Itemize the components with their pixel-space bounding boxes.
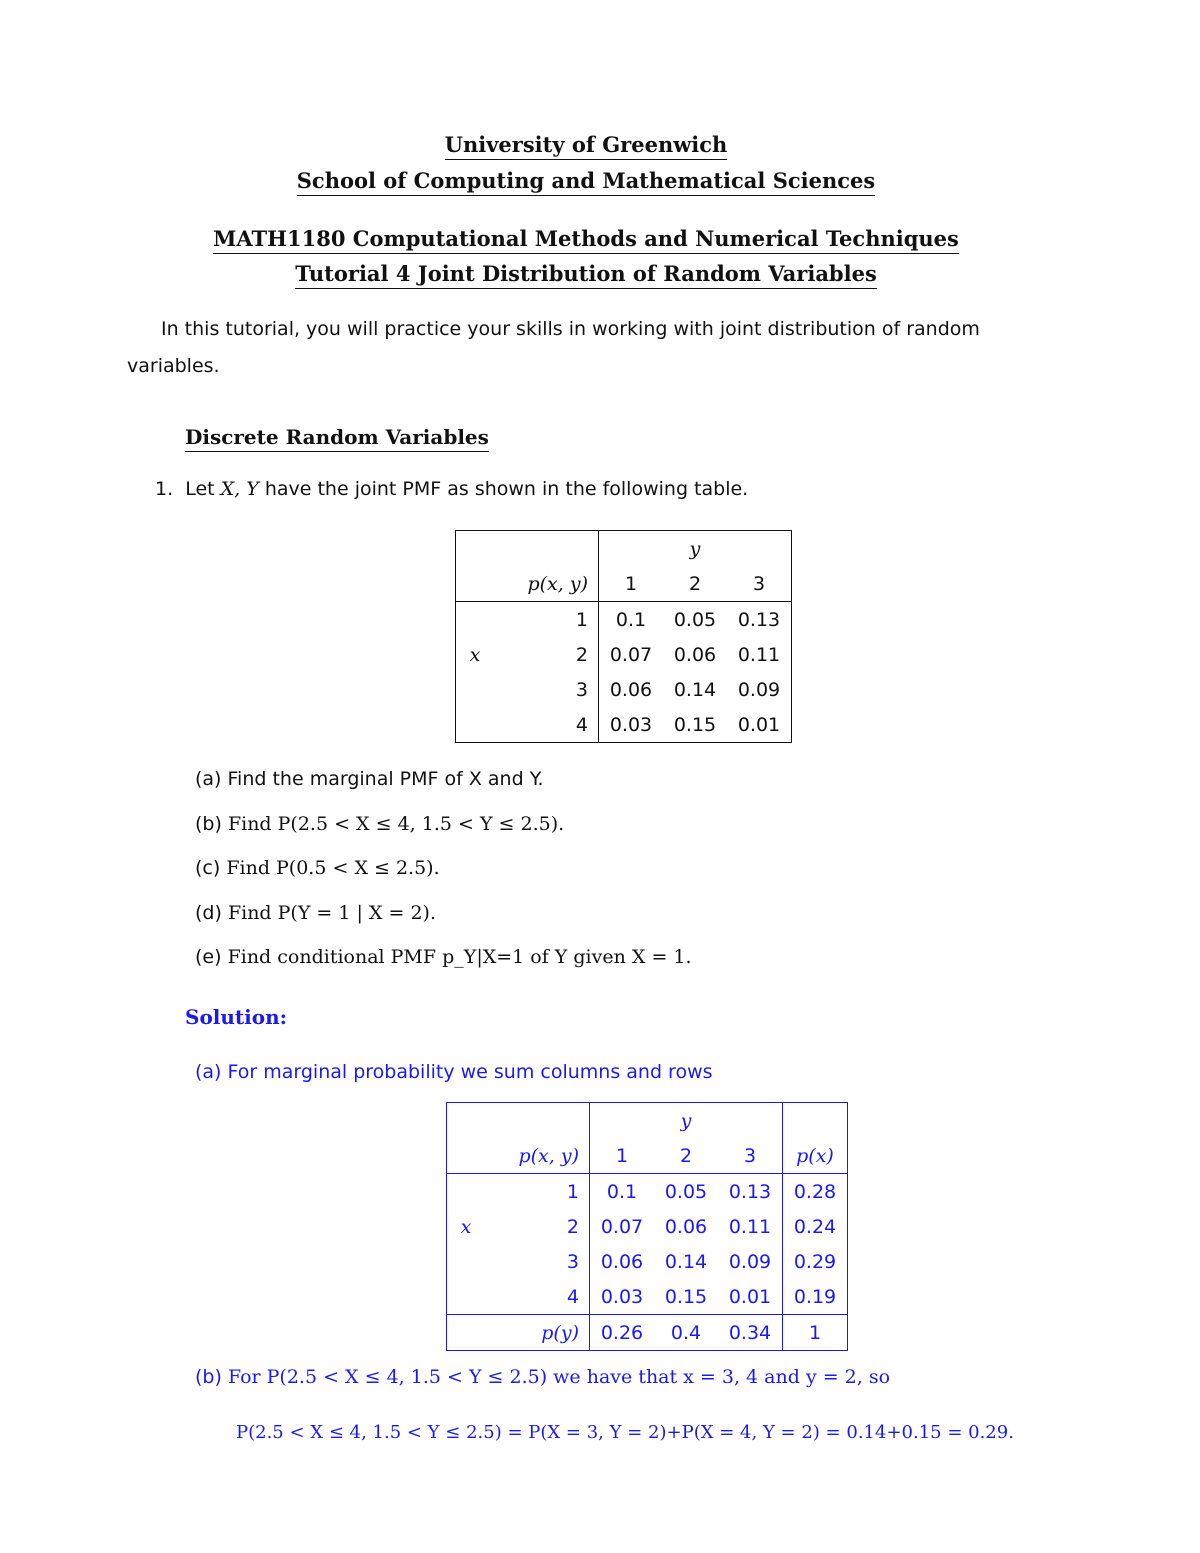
table-cell: 0.13: [737, 608, 781, 631]
solution-b: [195, 1366, 890, 1388]
table-cell: 0.06: [664, 1215, 708, 1238]
intro-line-1: In this tutorial, you will practice your skills in working with joint distribution of random: [161, 318, 980, 340]
question-text-b: have the joint PMF as shown in the following table.: [264, 478, 749, 500]
table-cell: 0.09: [728, 1250, 772, 1273]
joint-pmf-table: [455, 530, 792, 743]
py-label: p(y): [541, 1321, 579, 1344]
table-cell: 0.03: [599, 707, 664, 743]
part-label: (b): [195, 1366, 222, 1388]
question-number: 1.: [155, 478, 174, 500]
intro-line-2: variables.: [127, 355, 220, 377]
y-value: 1: [590, 1138, 655, 1174]
tutorial-title: Tutorial 4 Joint Distribution of Random Variables: [0, 261, 1172, 286]
total-cell: 1: [783, 1315, 848, 1351]
solution-a: [195, 1061, 713, 1083]
part-label: (d): [195, 902, 222, 924]
y-axis-label: y: [689, 537, 701, 560]
table-cell: 0.06: [599, 672, 664, 707]
question-1: [155, 478, 748, 500]
x-value: 2: [566, 1215, 579, 1238]
part-text: Find conditional PMF p_Y|X=1 of Y given X = 1.: [227, 946, 692, 968]
y-value: 2: [654, 1138, 718, 1174]
marginal-x-cell: 0.29: [783, 1244, 848, 1279]
marginal-x-cell: 0.28: [783, 1174, 848, 1210]
university-title: University of Greenwich: [0, 132, 1172, 157]
table-cell: 0.15: [664, 1285, 708, 1308]
x-value: 3: [575, 678, 588, 701]
part-label: (e): [195, 946, 222, 968]
x-value: 4: [494, 707, 599, 743]
school-title: School of Computing and Mathematical Sciences: [0, 168, 1172, 193]
table-cell: 0.09: [737, 678, 781, 701]
y-axis-label: y: [680, 1109, 692, 1132]
part-text: Find P(2.5 < X ≤ 4, 1.5 < Y ≤ 2.5).: [227, 813, 565, 835]
table-cell: 0.01: [728, 1285, 772, 1308]
part-c: [195, 857, 440, 879]
table-cell: 0.03: [590, 1279, 655, 1315]
table-cell: 0.06: [673, 643, 717, 666]
table-cell: 0.05: [664, 1180, 708, 1203]
y-value: 1: [599, 566, 664, 602]
table-cell: 0.14: [664, 1250, 708, 1273]
question-vars: X, Y: [220, 478, 259, 500]
marginal-x-cell: 0.19: [783, 1279, 848, 1315]
table-cell: 0.11: [728, 1215, 772, 1238]
marginal-y-cell: 0.26: [590, 1315, 655, 1351]
table-cell: 0.15: [663, 707, 727, 743]
table-cell: 0.06: [590, 1244, 655, 1279]
part-a: [195, 768, 543, 790]
corner-label: p(x, y): [527, 572, 588, 595]
marginal-y-cell: 0.4: [654, 1315, 718, 1351]
table-cell: 0.11: [737, 643, 781, 666]
x-value: 4: [566, 1285, 579, 1308]
marginal-pmf-table: [446, 1102, 848, 1351]
part-e: [195, 946, 692, 968]
part-text: For P(2.5 < X ≤ 4, 1.5 < Y ≤ 2.5) we have that x = 3, 4 and y = 2, so: [227, 1366, 891, 1388]
x-value: 1: [575, 608, 588, 631]
x-axis-label: x: [469, 643, 481, 666]
y-value: 3: [718, 1138, 783, 1174]
table-cell: 0.14: [673, 678, 717, 701]
table-cell: 0.1: [590, 1174, 655, 1210]
part-label: (a): [195, 768, 222, 790]
part-text: Find P(Y = 1 | X = 2).: [227, 902, 437, 924]
table-cell: 0.1: [599, 602, 664, 638]
px-header: p(x): [796, 1144, 834, 1167]
section-heading: Discrete Random Variables: [185, 425, 489, 449]
table-cell: 0.01: [727, 707, 791, 743]
y-value: 3: [727, 566, 791, 602]
part-label: (c): [195, 857, 221, 879]
part-label: (a): [195, 1061, 222, 1083]
part-d: [195, 902, 436, 924]
course-title: MATH1180 Computational Methods and Numerical Techniques: [0, 226, 1172, 251]
marginal-y-cell: 0.34: [718, 1315, 783, 1351]
table-cell: 0.05: [673, 608, 717, 631]
table-cell: 0.07: [590, 1209, 655, 1244]
y-value: 2: [663, 566, 727, 602]
part-text: For marginal probability we sum columns and rows: [227, 1061, 713, 1083]
corner-label: p(x, y): [518, 1144, 579, 1167]
part-text: Find P(0.5 < X ≤ 2.5).: [226, 857, 440, 879]
solution-b-equation: P(2.5 < X ≤ 4, 1.5 < Y ≤ 2.5) = P(X = 3, Y = 2)+P(X = 4, Y = 2) = 0.14+0.15 = 0.29.: [236, 1422, 1014, 1443]
x-axis-label: x: [460, 1215, 472, 1238]
solution-heading: Solution:: [185, 1005, 288, 1029]
x-value: 2: [575, 643, 588, 666]
marginal-x-cell: 0.24: [783, 1209, 848, 1244]
x-value: 3: [566, 1250, 579, 1273]
part-text: Find the marginal PMF of X and Y.: [227, 768, 544, 790]
question-text-a: Let: [185, 478, 215, 500]
table-cell: 0.07: [599, 637, 664, 672]
part-label: (b): [195, 813, 222, 835]
table-cell: 0.13: [728, 1180, 772, 1203]
part-b: [195, 813, 564, 835]
x-value: 1: [566, 1180, 579, 1203]
